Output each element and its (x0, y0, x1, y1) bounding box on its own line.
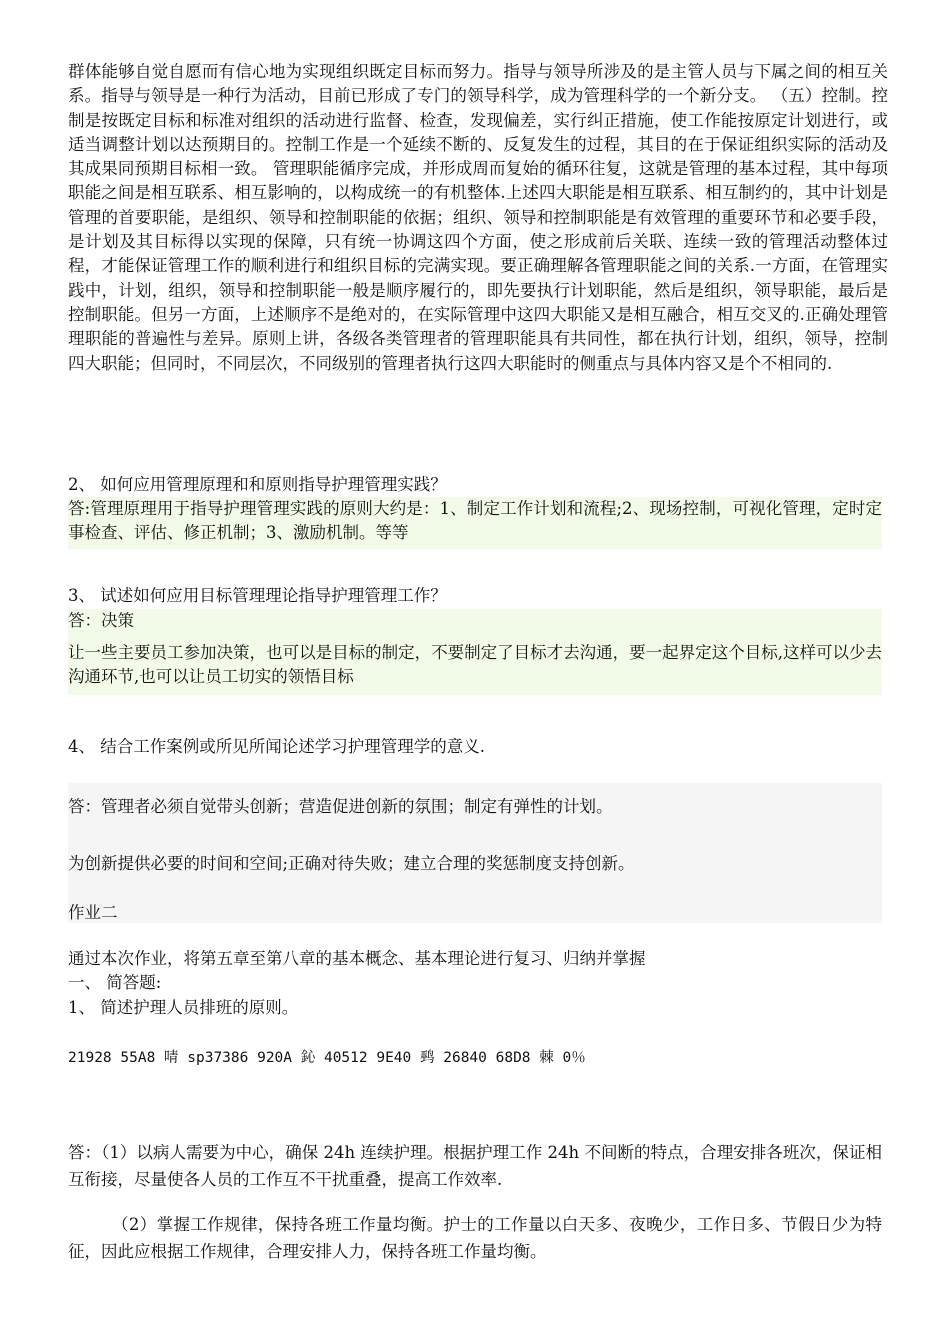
homework-2-intro: 通过本次作业，将第五章至第八章的基本概念、基本理论进行复习、归纳并掌握 (68, 949, 646, 968)
answer-2-text: 答:管理原理用于指导护理管理实践的原则大约是：1、制定工作计划和流程;2、现场控制，可视化管理，定时定事检查、评估、修正机制；3、激励机制。等等 (68, 499, 882, 542)
question-1: 1、 简述护理人员排班的原则。 (68, 998, 299, 1017)
question-3: 3、 试述如何应用目标管理理论指导护理管理工作？ (68, 586, 447, 605)
homework-2-title: 作业二 (68, 903, 118, 922)
answer-4-line-2: 为创新提供必要的时间和空间;正确对待失败；建立合理的奖惩制度支持创新。 (68, 854, 635, 873)
answer-3-title: 答：决策 (68, 611, 134, 630)
section-heading: 一、 简答题: (68, 973, 162, 992)
answer-3-text: 让一些主要员工参加决策，也可以是目标的制定，不要制定了目标才去沟通，要一起界定这个目标,这样可以少去沟通环节,也可以让员工切实的领悟目标 (68, 643, 882, 686)
question-2: 2、 如何应用管理原理和和原则指导护理管理实践？ (68, 475, 447, 494)
question-4: 4、 结合工作案例或所见所闻论述学习护理管理学的意义. (68, 737, 485, 756)
answer-3-block (68, 609, 882, 695)
body-paragraph: 群体能够自觉自愿而有信心地为实现组织既定目标而努力。指导与领导所涉及的是主管人员与下属之间的相互关系。指导与领导是一种行为活动，目前已形成了专门的领导科学，成为管理科学的一个新分支。 （五）控制。控制是按既定目标和标准对组织的活动进行监督、检查，发现偏差，实行纠正措施，使工作能按原定计划进行，或适当调整计划以达预期目的。控制工作是一个延续不断的、反复发生的过程，其目的在于保证组织实际的活动及其成果同预期目标相一致。 管理职能循序完成，并形成周而复始的循环往复，这就是管理的基本过程，其中每项职能之间是相互联系、相互影响的，以构成统一的有机整体.上述四大职能是相互联系、相互制约的，其中计划是管理的首要职能，是组织、领导和控制职能的依据；组织、领导和控制职能是有效管理的重要环节和必要手段，是计划及其目标得以实现的保障，只有统一协调这四个方面，使之形成前后关联、连续一致的管理活动整体过程，才能保证管理工作的顺利进行和组织目标的完满实现。要正确理解各管理职能之间的关系.一方面，在管理实践中，计划，组织，领导和控制职能一般是顺序履行的，即先要执行计划职能，然后是组织，领导职能，最后是控制职能。但另一方面，上述顺序不是绝对的，在实际管理中这四大职能又是相互融合，相互交叉的.正确处理管理职能的普遍性与差异。原则上讲，各级各类管理者的管理职能具有共同性，都在执行计划，组织，领导，控制四大职能；但同时，不同层次，不同级别的管理者执行这四大职能时的侧重点与具体内容又是个不相同的. (68, 62, 888, 373)
answer-2-block (68, 497, 882, 549)
answer-1-point-2: （2）掌握工作规律，保持各班工作量均衡。护士的工作量以白天多、夜晚少，工作日多、节假日少为特征，因此应根据工作规律，合理安排人力，保持各班工作量均衡。 (68, 1215, 882, 1261)
answer-4-line-1: 答：管理者必须自觉带头创新；营造促进创新的氛围；制定有弹性的计划。 (68, 797, 613, 816)
garbled-text: 21928 55A8 啨 sp37386 920A 鈊 40512 9E40 鹀 26840 68D8 棘 0％ (68, 1050, 586, 1066)
answer-1-point-1: 答：（1）以病人需要为中心，确保 24h 连续护理。根据护理工作 24h 不间断的特点，合理安排各班次，保证相互衔接，尽量使各人员的工作互不干扰重叠，提高工作效率. (68, 1143, 882, 1189)
